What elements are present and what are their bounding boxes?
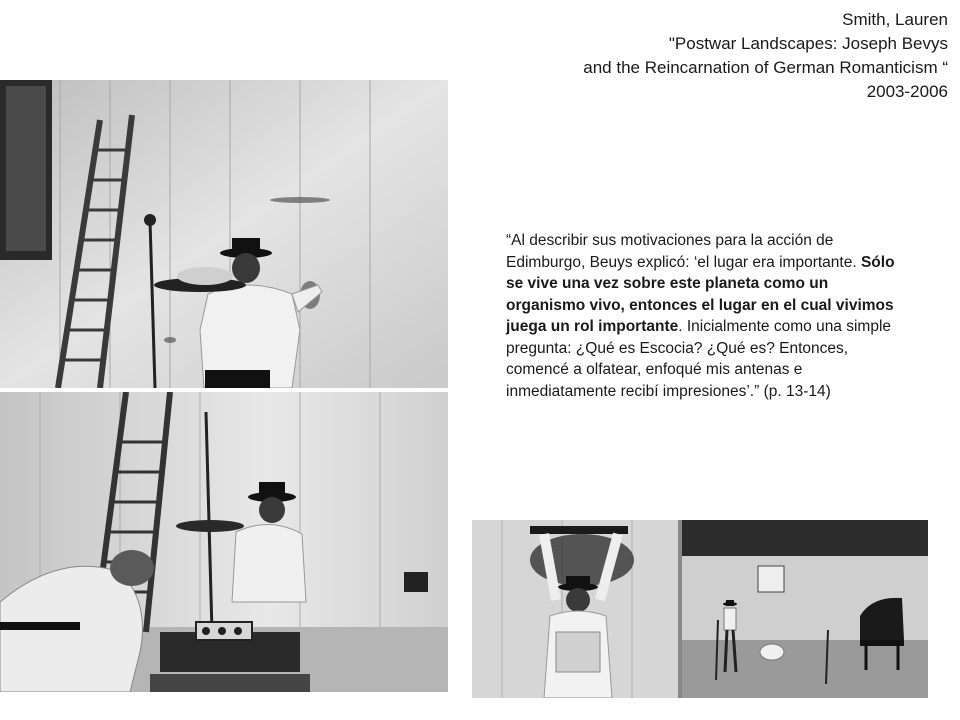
bw-photo-performance-audience-icon [0,392,448,692]
quote-part-3: . Inicialmente como una simple pregunta: ¿Qué es Escocia? ¿Qué es? Entonces, comencé a olfatear, enfoqué mis antenas e inmediatamente recibí impresiones’.” (p. 13-14) [506,318,892,400]
photo-bottom [0,392,448,692]
photo-top [0,80,448,388]
citation-years: 2003-2006 [866,82,948,101]
citation-block [428,8,948,104]
quote-bold-part: Sólo se vive una vez sobre este planeta como un organismo vivo, entonces el lugar en el cual vivimos juega un rol importante [506,253,895,335]
citation-author: Smith, Lauren [842,10,948,29]
quote-block [506,230,906,402]
bw-photo-performance-spread-icon [472,520,928,698]
photo-right [472,520,928,698]
bw-photo-performance-ladder-icon [0,80,448,388]
quote-part-1: “Al describir sus motivaciones para la acción de Edimburgo, Beuys explicó: ‘el lugar era importante. [506,232,861,271]
citation-title-line-1: "Postwar Landscapes: Joseph Bevys [668,34,948,53]
citation-title-line-2: and the Reincarnation of German Romanticism “ [583,58,948,77]
